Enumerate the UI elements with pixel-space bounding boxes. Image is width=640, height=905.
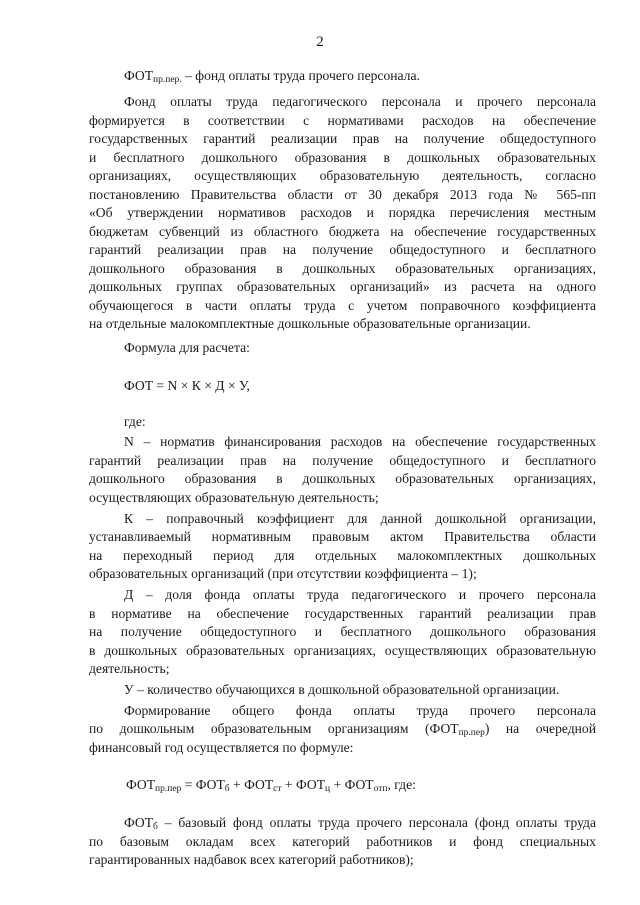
paragraph-line: Формирование общего фонда оплаты труда прочего персонала — [124, 703, 596, 718]
paragraph-line: организациях, осуществляющих образовательную деятельность, согласно — [89, 168, 596, 183]
paragraph-line: и бесплатного дошкольного образования в дошкольных образовательных — [89, 150, 596, 165]
formula-intro: Формула для расчета: — [124, 340, 250, 355]
paragraph-line: образовательных организаций (при отсутствии коэффициента – 1); — [89, 566, 477, 581]
definition-d: Д – доля фонда оплаты труда педагогического и прочего персонала — [124, 587, 596, 602]
definition-k: К – поправочный коэффициент для данной дошкольной организации, — [124, 511, 596, 526]
paragraph-line: гарантий реализации прав на получение общедоступного и бесплатного — [89, 453, 596, 468]
paragraph-line: дошкольного образования в дошкольных образовательных организациях, — [89, 471, 596, 486]
paragraph-line: в дошкольных образовательных организациях, осуществляющих образовательную — [89, 643, 596, 658]
paragraph-line: по дошкольным образовательным организациям $(ФОТ_{пр.пер})$ на очередной — [89, 721, 596, 738]
definition-fot-b: $ФОТ_б$ – базовый фонд оплаты труда прочего персонала (фонд оплаты труда — [124, 815, 596, 832]
paragraph-line: Фонд оплаты труда педагогического персонала и прочего персонала — [124, 94, 596, 109]
paragraph-line: гарантированных надбавок всех категорий работников); — [89, 852, 414, 867]
formula-fot: ФОТ = N × К × Д × У, — [124, 378, 250, 393]
paragraph-line: бюджетам субвенций из областного бюджета на обеспечение государственных — [89, 224, 596, 239]
line-fot-pr-per-def: $ФОТ_{пр.пер.}$ – фонд оплаты труда прочего персонала. — [124, 68, 420, 85]
paragraph-line: на переходный период для отдельных малокомплектных дошкольных — [89, 548, 596, 563]
paragraph-line: дошкольных группах образовательных организаций» из расчета на одного — [89, 279, 596, 294]
paragraph-line: гарантий реализации прав на получение общедоступного и бесплатного — [89, 242, 596, 257]
paragraph-line: на получение общедоступного и бесплатного дошкольного образования — [89, 624, 596, 639]
definition-u: У – количество обучающихся в дошкольной образовательной организации. — [124, 682, 560, 697]
definition-n: N – норматив финансирования расходов на обеспечение государственных — [124, 434, 596, 449]
paragraph-line: устанавливаемый нормативным правовым актом Правительства области — [89, 529, 596, 544]
page-number: 2 — [316, 34, 324, 50]
paragraph-line: формируется в соответствии с нормативами расходов на обеспечение — [89, 113, 596, 128]
paragraph-line: постановлению Правительства области от 30 декабря 2013 года № 565-пп — [89, 187, 596, 202]
paragraph-line: дошкольного образования в дошкольных образовательных организациях, — [89, 261, 596, 276]
paragraph-line: обучающегося в части оплаты труда с учетом поправочного коэффициента — [89, 298, 596, 313]
paragraph-line: «Об утверждении нормативов расходов и порядка перечисления местным — [89, 205, 596, 220]
paragraph-line: по базовым окладам всех категорий работников и фонд специальных — [89, 834, 596, 849]
where-label: где: — [124, 414, 146, 429]
formula-fot-pr-per: $ФОТ_{пр.пер} = ФОТ_б + ФОТ_{ст} + ФОТ_ц + ФОТ_{отп}$, где: — [126, 777, 416, 794]
paragraph-line: в нормативе на обеспечение государственных гарантий реализации прав — [89, 606, 596, 621]
paragraph-line: осуществляющих образовательную деятельность; — [89, 490, 379, 505]
paragraph-line: на отдельные малокомплектные дошкольные образовательные организации. — [89, 316, 531, 331]
paragraph-line: деятельность; — [89, 661, 170, 676]
paragraph-line: финансовый год осуществляется по формуле: — [89, 740, 354, 755]
paragraph-line: государственных гарантий реализации прав на получение общедоступного — [89, 131, 596, 146]
